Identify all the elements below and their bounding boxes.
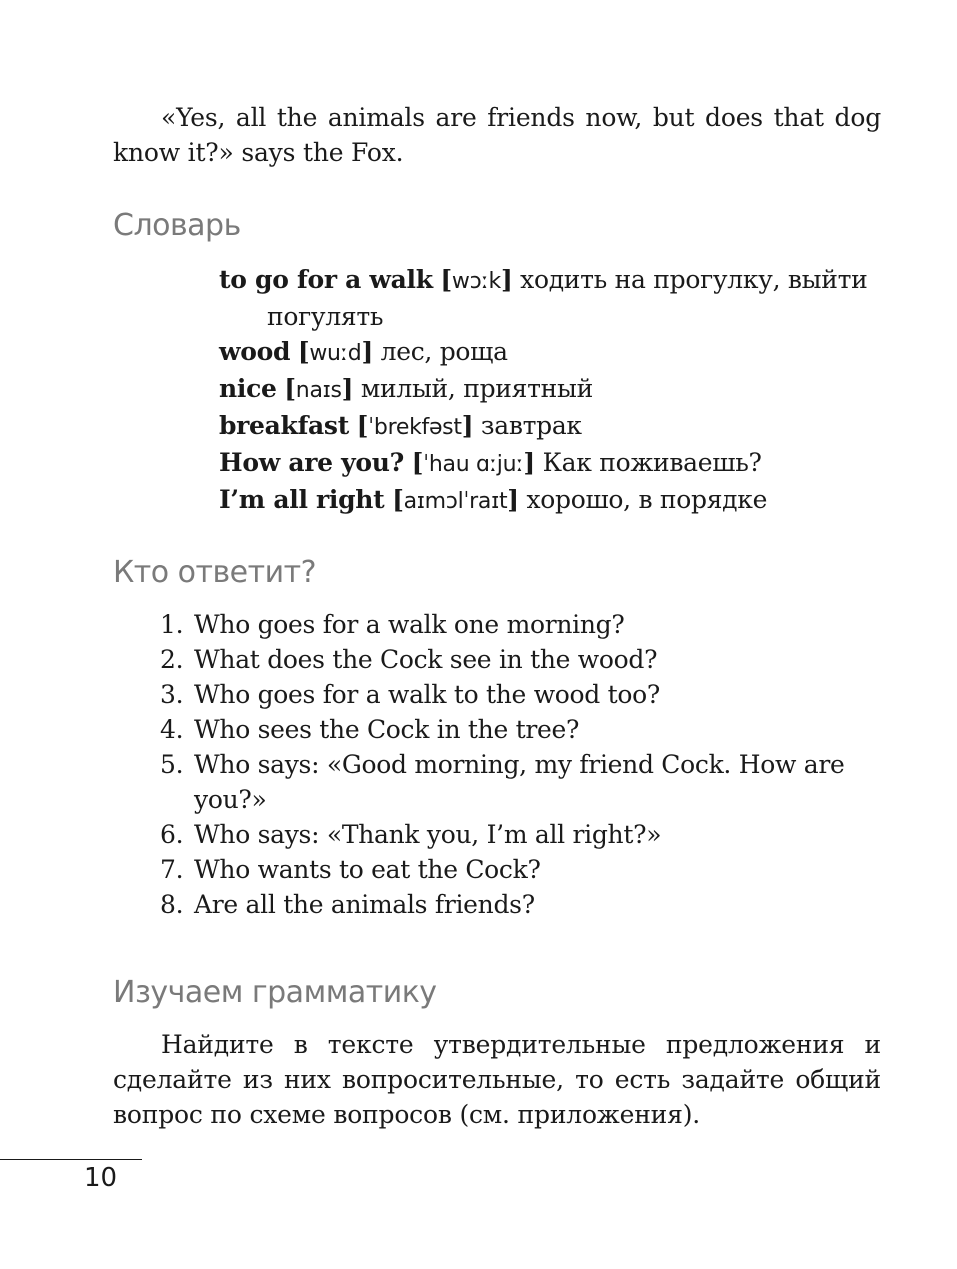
- footer-divider: [0, 1159, 142, 1160]
- vocabulary-entry: How are you? [ˈhau ɑːjuː] Как поживаешь?: [219, 448, 762, 477]
- question-text: Who says: «Thank you, I’m all right?»: [194, 820, 662, 849]
- question-item: [160, 642, 885, 677]
- vocabulary-transcription: wuːd: [309, 341, 362, 366]
- grammar-paragraph: [113, 1027, 881, 1132]
- question-number: 1.: [160, 610, 184, 639]
- question-number: 6.: [160, 820, 184, 849]
- vocabulary-term: to go for a walk: [219, 265, 433, 294]
- vocabulary-transcription: aɪmɔlˈraɪt: [403, 489, 508, 514]
- vocabulary-term: wood: [219, 337, 291, 366]
- question-item: [160, 712, 885, 747]
- vocabulary-term: I’m all right: [219, 485, 385, 514]
- vocabulary-translation: ходить на прогулку, выйти погулять: [267, 265, 868, 331]
- question-text: Who goes for a walk one morning?: [194, 610, 625, 639]
- question-text: Who sees the Cock in the tree?: [194, 715, 580, 744]
- vocabulary-entry: nice [naɪs] милый, приятный: [219, 374, 593, 403]
- question-item: [160, 887, 885, 922]
- question-item: [160, 852, 885, 887]
- question-item: [160, 747, 885, 817]
- question-number: 8.: [160, 890, 184, 919]
- vocabulary-transcription: ˈbrekfəst: [368, 415, 462, 440]
- question-text: What does the Cock see in the wood?: [194, 645, 658, 674]
- vocabulary-translation: лес, роща: [380, 337, 508, 366]
- vocabulary-entry: to go for a walk [wɔːk] ходить на прогулку, выйти погулять: [219, 265, 868, 331]
- vocabulary-transcription: wɔːk: [451, 269, 501, 294]
- vocabulary-entry: breakfast [ˈbrekfəst] завтрак: [219, 411, 582, 440]
- vocabulary-transcription: ˈhau ɑːjuː: [423, 452, 524, 477]
- vocabulary-translation: завтрак: [480, 411, 582, 440]
- vocabulary-term: How are you?: [219, 448, 404, 477]
- question-item: [160, 607, 885, 642]
- question-number: 7.: [160, 855, 184, 884]
- vocabulary-list: [219, 262, 884, 519]
- question-item: [160, 677, 885, 712]
- question-number: 3.: [160, 680, 184, 709]
- question-item: [160, 817, 885, 852]
- vocabulary-translation: Как поживаешь?: [542, 448, 762, 477]
- question-number: 5.: [160, 750, 184, 779]
- page-number: 10: [84, 1163, 118, 1193]
- questions-list: [160, 607, 885, 922]
- vocabulary-entry: I’m all right [aɪmɔlˈraɪt] хорошо, в порядке: [219, 485, 768, 514]
- vocabulary-term: breakfast: [219, 411, 349, 440]
- question-text: Who says: «Good morning, my friend Cock. How are you?»: [194, 750, 845, 814]
- intro-paragraph: [113, 100, 881, 170]
- vocabulary-translation: милый, приятный: [360, 374, 593, 403]
- vocabulary-entry: wood [wuːd] лес, роща: [219, 337, 508, 366]
- question-number: 2.: [160, 645, 184, 674]
- question-text: Are all the animals friends?: [194, 890, 535, 919]
- vocabulary-translation: хорошо, в порядке: [526, 485, 768, 514]
- question-text: Who goes for a walk to the wood too?: [194, 680, 661, 709]
- vocabulary-term: nice: [219, 374, 277, 403]
- intro-text: «Yes, all the animals are friends now, but does that dog know it?» says the Fox.: [113, 103, 881, 167]
- grammar-text: Найдите в тексте утвердительные предложения и сделайте из них вопросительные, то есть задайте общий вопрос по схеме вопросов (см. приложения).: [113, 1030, 881, 1129]
- question-number: 4.: [160, 715, 184, 744]
- question-text: Who wants to eat the Cock?: [194, 855, 541, 884]
- vocabulary-transcription: naɪs: [295, 378, 342, 403]
- questions-heading: Кто ответит?: [113, 555, 317, 590]
- vocabulary-heading: Словарь: [113, 208, 241, 243]
- grammar-heading: Изучаем грамматику: [113, 975, 437, 1010]
